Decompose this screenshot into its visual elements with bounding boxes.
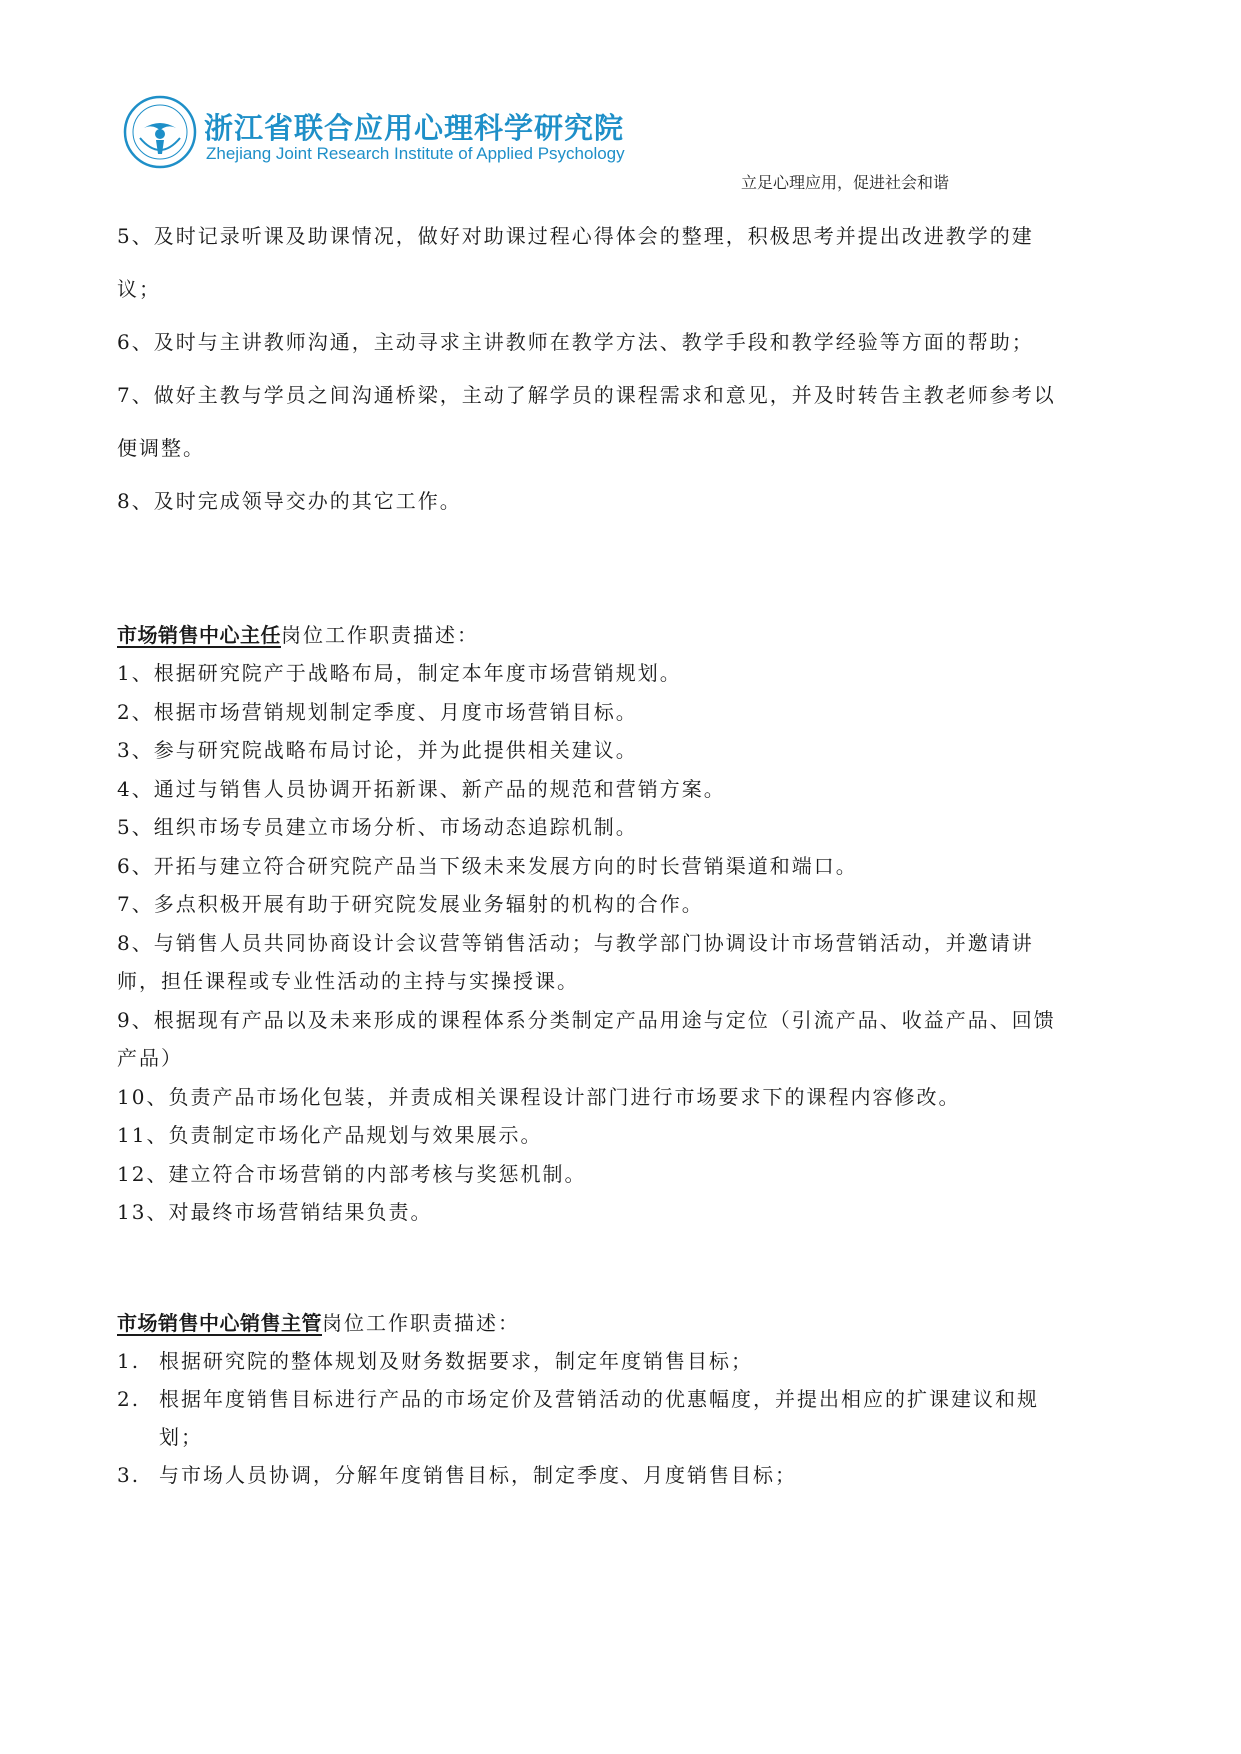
duty-item: 7、做好主教与学员之间沟通桥梁，主动了解学员的课程需求和意见，并及时转告主教老师参考以便调整。 [117, 383, 1056, 460]
section-spacer [117, 1232, 1077, 1304]
duty-item: 5、组织市场专员建立市场分析、市场动态追踪机制。 [117, 815, 638, 839]
duty-item: 10、负责产品市场化包装，并责成相关课程设计部门进行市场要求下的课程内容修改。 [117, 1084, 961, 1109]
duty-item: 7、多点积极开展有助于研究院发展业务辐射的机构的合作。 [117, 892, 704, 916]
duty-item: 8、与销售人员共同协商设计会议营等销售活动；与教学部门协调设计市场营销活动，并邀请讲师，担任课程或专业性活动的主持与实操授课。 [117, 930, 1034, 993]
position-name: 市场销售中心主任 [117, 623, 281, 647]
duties-continued [117, 210, 1077, 528]
list-text: 根据年度销售目标进行产品的市场定价及营销活动的优惠幅度，并提出相应的扩课建议和规划； [159, 1386, 1039, 1449]
duty-item: 12、建立符合市场营销的内部考核与奖惩机制。 [117, 1161, 587, 1186]
duty-item: 2、根据市场营销规划制定季度、月度市场营销目标。 [117, 699, 638, 724]
section-title-suffix: 岗位工作职责描述： [281, 623, 479, 647]
list-text: 与市场人员协调，分解年度销售目标，制定季度、月度销售目标； [159, 1462, 797, 1487]
duty-item: 6、及时与主讲教师沟通，主动寻求主讲教师在教学方法、教学手段和教学经验等方面的帮助； [117, 330, 1034, 354]
duty-item: 5、及时记录听课及助课情况，做好对助课过程心得体会的整理，积极思考并提出改进教学的建议； [117, 224, 1034, 301]
list-text: 根据研究院的整体规划及财务数据要求，制定年度销售目标； [159, 1348, 753, 1373]
duty-item: 13、对最终市场营销结果负责。 [117, 1200, 433, 1224]
section-title [117, 1304, 1077, 1342]
slogan: 立足心理应用，促进社会和谐 [741, 173, 950, 192]
section-spacer [117, 528, 1077, 616]
list-number: 1. [117, 1348, 141, 1373]
list-number: 3. [117, 1462, 141, 1487]
section-title [117, 616, 1077, 654]
list-item [117, 1380, 1077, 1456]
duty-item: 8、及时完成领导交办的其它工作。 [117, 489, 462, 513]
duty-item: 4、通过与销售人员协调开拓新课、新产品的规范和营销方案。 [117, 776, 726, 801]
institute-name-cn: 浙江省联合应用心理科学研究院 [204, 111, 625, 145]
list-item [117, 1342, 1077, 1380]
duty-item: 3、参与研究院战略布局讨论，并为此提供相关建议。 [117, 738, 638, 762]
position-name: 市场销售中心销售主管 [117, 1310, 322, 1335]
institute-name-en: Zhejiang Joint Research Institute of Applied Psychology [206, 144, 625, 163]
duty-item: 6、开拓与建立符合研究院产品当下级未来发展方向的时长营销渠道和端口。 [117, 853, 858, 878]
duty-item: 9、根据现有产品以及未来形成的课程体系分类制定产品用途与定位（引流产品、收益产品、回馈产品） [117, 1007, 1056, 1070]
section-title-suffix: 岗位工作职责描述： [322, 1310, 520, 1335]
list-number: 2. [117, 1386, 141, 1411]
duty-item: 11、负责制定市场化产品规划与效果展示。 [117, 1123, 543, 1147]
duty-item: 1、根据研究院产于战略布局，制定本年度市场营销规划。 [117, 661, 682, 685]
section-sales-supervisor [117, 1304, 1077, 1494]
list-item [117, 1456, 1077, 1494]
numbered-list [117, 1342, 1077, 1494]
section-marketing-director [117, 616, 1077, 1232]
document-body [117, 210, 1077, 1494]
institute-logo-icon [122, 94, 198, 170]
